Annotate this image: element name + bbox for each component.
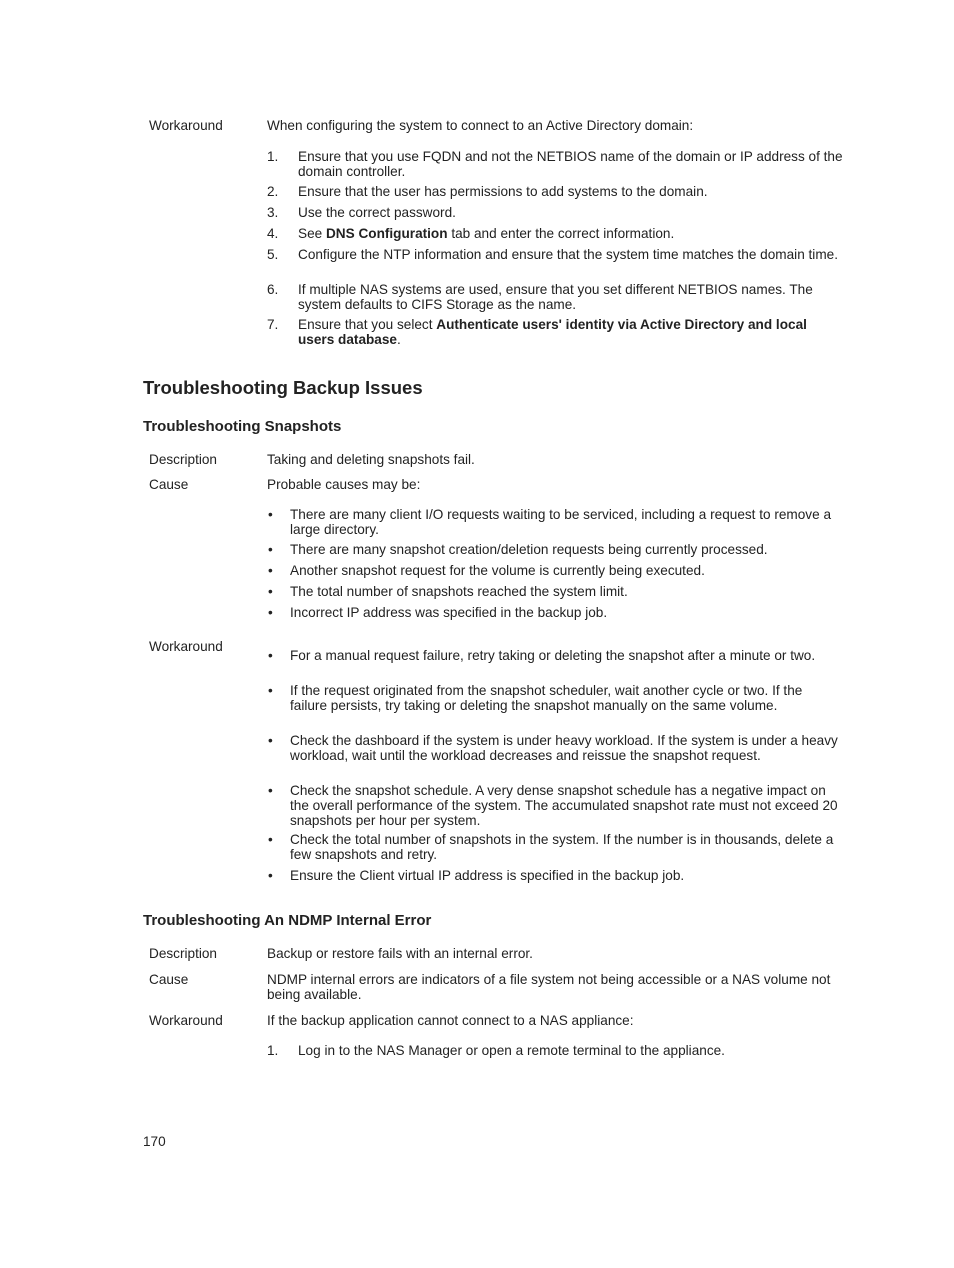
description-label: Description: [149, 452, 217, 467]
bullet-icon: •: [268, 584, 273, 599]
workaround-label: Workaround: [149, 639, 223, 654]
step-number: 7.: [267, 317, 279, 332]
bullet-icon: •: [268, 542, 273, 557]
step-number: 5.: [267, 247, 279, 262]
bullet-icon: •: [268, 648, 273, 663]
cause-text: Probable causes may be:: [267, 477, 421, 492]
step-text: Use the correct password.: [298, 205, 456, 220]
list-item: Another snapshot request for the volume is currently being executed.: [290, 563, 705, 578]
step-text: Ensure that the user has permissions to add systems to the domain.: [298, 184, 708, 199]
step-number: 4.: [267, 226, 279, 241]
list-item: There are many snapshot creation/deletion requests being currently processed.: [290, 542, 768, 557]
step-number: 1.: [267, 1043, 279, 1058]
list-item: Check the snapshot schedule. A very dense snapshot schedule has a negative impact on the overall performance of the system. The accumulated snapshot rate must not exceed 20 snapshots per hour per system.: [290, 783, 838, 828]
bullet-icon: •: [268, 507, 273, 522]
step-number: 3.: [267, 205, 279, 220]
step-number: 2.: [267, 184, 279, 199]
bullet-icon: •: [268, 868, 273, 883]
step-text: Ensure that you use FQDN and not the NETBIOS name of the domain or IP address of the domain controller.: [298, 149, 843, 179]
step-text-pre: Ensure that you select: [298, 317, 437, 332]
section-heading: Troubleshooting Backup Issues: [143, 377, 423, 398]
cause-label: Cause: [149, 972, 189, 987]
list-item: Incorrect IP address was specified in the backup job.: [290, 605, 608, 620]
bullet-icon: •: [268, 683, 273, 698]
step-text: Log in to the NAS Manager or open a remote terminal to the appliance.: [298, 1043, 725, 1058]
list-item: Check the total number of snapshots in the system. If the number is in thousands, delete a few snapshots and retry.: [290, 832, 834, 862]
bullet-icon: •: [268, 563, 273, 578]
bullet-icon: •: [268, 832, 273, 847]
step-number: 1.: [267, 149, 279, 164]
list-item: For a manual request failure, retry taking or deleting the snapshot after a minute or two.: [290, 648, 816, 663]
description-label: Description: [149, 946, 217, 961]
step-number: 6.: [267, 282, 279, 297]
bullet-icon: •: [268, 733, 273, 748]
ad-intro: When configuring the system to connect to an Active Directory domain:: [267, 118, 694, 133]
step-text-pre: See: [298, 226, 326, 241]
bullet-icon: •: [268, 783, 273, 798]
page-number: 170: [143, 1134, 166, 1149]
subsection-heading: Troubleshooting Snapshots: [143, 418, 342, 435]
step-text: [298, 226, 843, 241]
list-item: There are many client I/O requests waiting to be serviced, including a request to remove a large directory.: [290, 507, 832, 537]
cause-label: Cause: [149, 477, 189, 492]
list-item: Ensure the Client virtual IP address is specified in the backup job.: [290, 868, 685, 883]
step-text-post: tab and enter the correct information.: [447, 226, 675, 241]
list-item: Check the dashboard if the system is under heavy workload. If the system is under a heavy workload, wait until the workload decreases and reissue the snapshot request.: [290, 733, 838, 763]
dns-configuration-term: DNS Configuration: [325, 226, 448, 241]
description-text: Taking and deleting snapshots fail.: [267, 452, 475, 467]
bullet-icon: •: [268, 605, 273, 620]
step-text-post: .: [397, 332, 401, 347]
cause-text: NDMP internal errors are indicators of a file system not being accessible or a NAS volume not being available.: [267, 972, 831, 1002]
authenticate-option-term: Authenticate users' identity via Active Directory and local users database: [298, 317, 807, 347]
step-text: [298, 317, 843, 347]
list-item: The total number of snapshots reached the system limit.: [290, 584, 628, 599]
list-item: If the request originated from the snapshot scheduler, wait another cycle or two. If the failure persists, try taking or deleting the snapshot manually on the same volume.: [290, 683, 803, 713]
subsection-heading: Troubleshooting An NDMP Internal Error: [143, 912, 432, 929]
description-text: Backup or restore fails with an internal error.: [267, 946, 533, 961]
workaround-label: Workaround: [149, 1013, 223, 1028]
step-text: Configure the NTP information and ensure that the system time matches the domain time.: [298, 247, 838, 262]
workaround-text: If the backup application cannot connect to a NAS appliance:: [267, 1013, 634, 1028]
workaround-label: Workaround: [149, 118, 223, 133]
step-text: If multiple NAS systems are used, ensure that you set different NETBIOS names. The system defaults to CIFS Storage as the name.: [298, 282, 813, 312]
